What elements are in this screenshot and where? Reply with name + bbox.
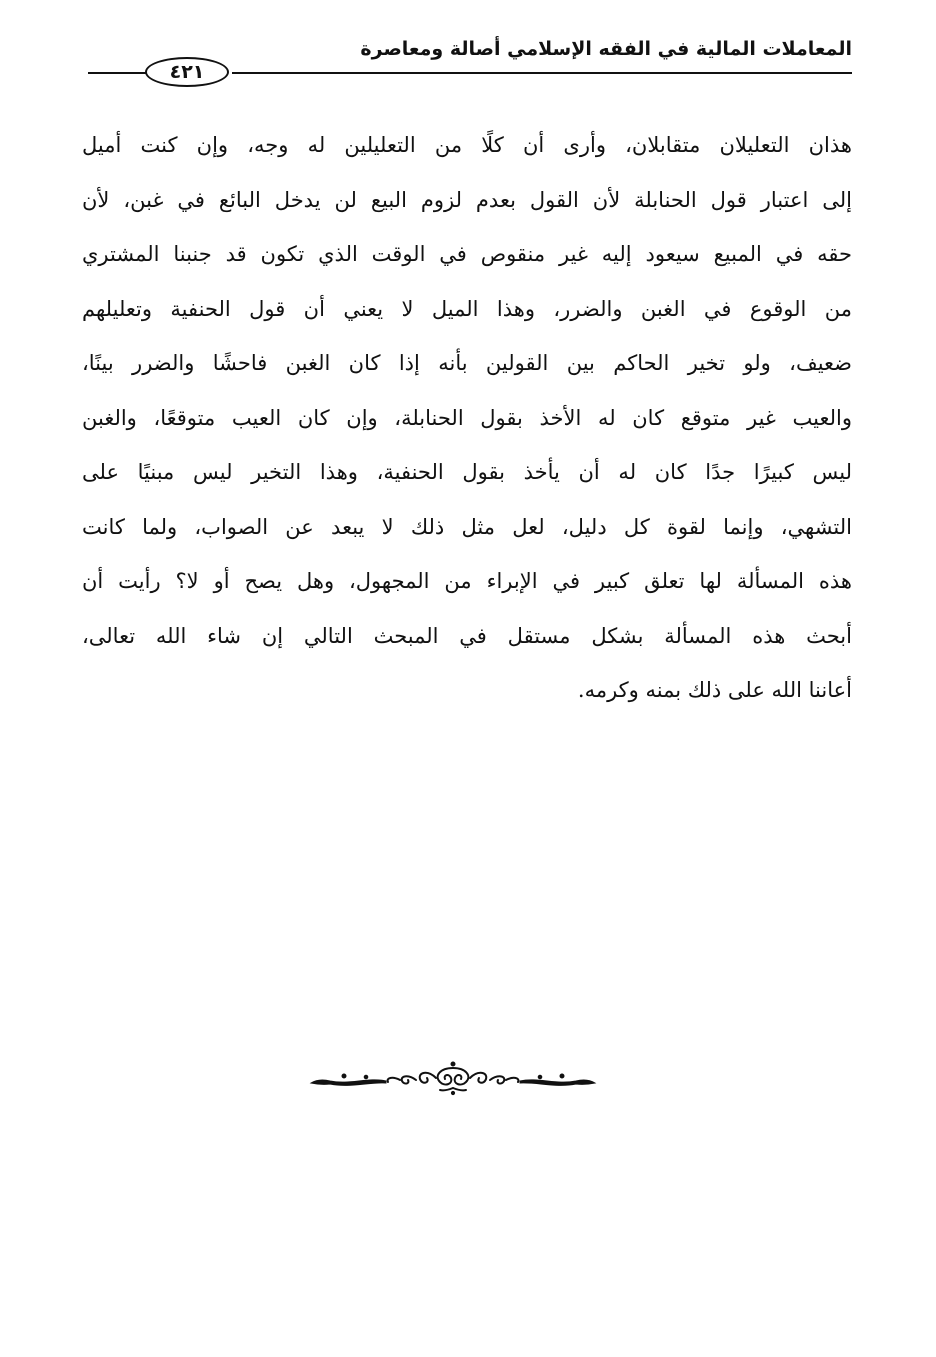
text-line: إلى اعتبار قول الحنابلة لأن القول بعدم لزوم البيع لن يدخل البائع في غبن، لأن <box>82 187 852 212</box>
page-number: ٤٢١ <box>145 57 229 87</box>
text-line: من الوقوع في الغبن والضرر، وهذا الميل لا يعني أن قول الحنفية وتعليلهم <box>82 296 852 321</box>
text-line: أبحث هذه المسألة بشكل مستقل في المبحث التالي إن شاء الله تعالى، <box>82 623 852 648</box>
text-line: هذه المسألة لها تعلق كبير في الإبراء من المجهول، وهل يصح أو لا؟ رأيت أن <box>82 569 852 593</box>
header-rule-left <box>88 72 146 74</box>
text-line: هذان التعليلان متقابلان، وأرى أن كلًا من التعليلين له وجه، وإن كنت أميل <box>82 133 852 157</box>
text-line: حقه في المبيع سيعود إليه غير منقوص في الوقت الذي تكون قد جنبنا المشتري <box>82 242 852 266</box>
body-text <box>82 118 852 718</box>
text-line: ضعيف، ولو تخير الحاكم بين القولين بأنه إذا كان الغبن فاحشًا والضرر بينًا، <box>82 351 852 375</box>
text-line: التشهي، وإنما لقوة كل دليل، لعل مثل ذلك لا يبعد عن الصواب، ولما كانت <box>82 514 852 539</box>
running-title: المعاملات المالية في الفقه الإسلامي أصالة ومعاصرة <box>360 38 852 60</box>
decorative-flourish-icon <box>308 1060 598 1096</box>
text-line: والعيب غير متوقع كان له الأخذ بقول الحنابلة، وإن كان العيب متوقعًا، والغبن <box>82 405 852 430</box>
text-line-last: أعاننا الله على ذلك بمنه وكرمه. <box>577 678 852 702</box>
text-line: ليس كبيرًا جدًا كان له أن يأخذ بقول الحنفية، وهذا التخير ليس مبنيًا على <box>82 460 852 484</box>
header-rule-right <box>232 72 852 74</box>
